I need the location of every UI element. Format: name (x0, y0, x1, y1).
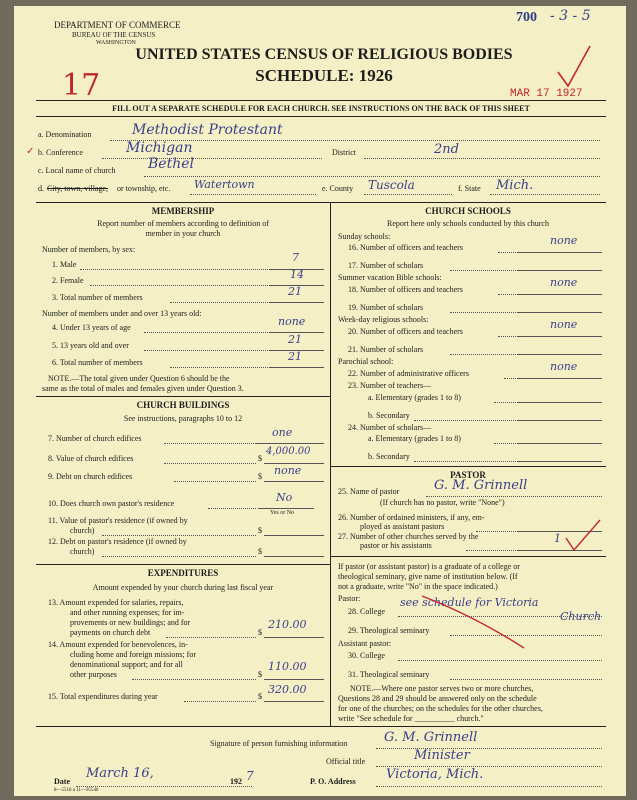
q12-label-a: 12. Debt on pastor's residence (if owned by (48, 537, 187, 546)
q21-label: 21. Number of scholars (348, 345, 424, 354)
red-page-mark: 17 (62, 68, 101, 103)
conference-value: Michigan (126, 140, 193, 156)
q13-line-3: provements or new buildings; and for (70, 618, 191, 627)
expenditures-sub: Amount expended by your church during last fiscal year (92, 583, 274, 592)
pastor-note-2: Questions 28 and 29 should be answered only on the schedule (338, 694, 537, 703)
grad-instruction-1: If pastor (or assistant pastor) is a graduate of a college or (338, 562, 520, 571)
q14-line-1: 14. Amount expended for benevolences, in- (48, 640, 188, 649)
state-value: Mich. (496, 178, 534, 193)
district-value: 2nd (434, 142, 459, 157)
q28-value-continued: Church (560, 610, 602, 623)
q14-line-4: other purposes (70, 670, 117, 679)
q8-dollar: $ (258, 454, 262, 463)
q25-value: G. M. Grinnell (434, 478, 528, 493)
q11-label-b: church) (70, 526, 95, 535)
local-name-value: Bethel (148, 156, 194, 172)
po-address-label: P. O. Address (310, 777, 356, 786)
q19-label: 19. Number of scholars (348, 303, 424, 312)
q14-line-2: cluding home and foreign missions; for (70, 650, 196, 659)
township-value: Watertown (194, 178, 255, 191)
official-title-label: Official title (326, 757, 366, 766)
q26-label-a: 26. Number of ordained ministers, if any, em- (338, 513, 485, 522)
age-label: Number of members under and over 13 years old: (42, 309, 202, 318)
instruction-line: FILL OUT A SEPARATE SCHEDULE FOR EACH CHURCH. SEE INSTRUCTIONS ON THE BACK OF THIS SHEET (112, 104, 530, 113)
dept-label: DEPARTMENT OF COMMERCE (54, 20, 181, 30)
summer-label: Summer vacation Bible schools: (338, 273, 442, 282)
signature-label: Signature of person furnishing information (210, 739, 348, 748)
schools-sub: Report here only schools conducted by this church (387, 219, 549, 228)
q14-dollar: $ (258, 670, 262, 679)
weekday-label: Week-day religious schools: (338, 315, 429, 324)
membership-note-2: same as the total of males and females given under Question 3. (42, 384, 244, 393)
q9-label: 9. Debt on church edifices (48, 472, 133, 481)
county-label: e. County (322, 184, 354, 193)
pastor-note-3: for one of the churches; on the schedules for the other churches, (338, 704, 543, 713)
q7-label: 7. Number of church edifices (48, 434, 142, 443)
q25-label: 25. Name of pastor (338, 487, 400, 496)
q29-label: 29. Theological seminary (348, 626, 430, 635)
expenditures-heading: EXPENDITURES (147, 568, 219, 578)
q27-value: 1 (554, 532, 561, 545)
form-title: UNITED STATES CENSUS OF RELIGIOUS BODIES (135, 46, 513, 63)
pastor-note-1: NOTE.—Where one pastor serves two or more churches, (350, 684, 534, 693)
date-value: March 16, (86, 766, 154, 781)
q3-value: 21 (288, 285, 302, 298)
schedule-number: 700 (516, 10, 537, 25)
column-divider-lower (330, 684, 331, 726)
signature-value: G. M. Grinnell (384, 730, 478, 745)
q10-value: No (276, 491, 293, 504)
census-schedule (14, 6, 626, 796)
q2-value: 14 (290, 268, 304, 281)
membership-note-1: NOTE.—The total given under Question 6 should be the (48, 374, 230, 383)
q14-line-3: denominational support; and for all (70, 660, 183, 669)
q20-label: 20. Number of officers and teachers (348, 327, 463, 336)
q12-label-b: church) (70, 547, 95, 556)
pastor-subheading: Pastor: (338, 594, 361, 603)
q24a-label: a. Elementary (grades 1 to 8) (368, 434, 461, 443)
received-stamp: MAR 17 1927 (510, 88, 583, 100)
q18-value: none (550, 276, 578, 289)
schedule-number-suffix: - 3 - 5 (550, 8, 591, 24)
q1-value: 7 (292, 251, 299, 264)
q5-value: 21 (288, 333, 302, 346)
q22-value: none (550, 360, 578, 373)
buildings-heading: CHURCH BUILDINGS (136, 400, 230, 410)
q1-label: 1. Male (52, 260, 77, 269)
q27-label-a: 27. Number of other churches served by the (338, 532, 479, 541)
q23b-label: b. Secondary (368, 411, 410, 420)
q10-label: 10. Does church own pastor's residence (48, 499, 175, 508)
schools-heading: CHURCH SCHOOLS (425, 206, 511, 216)
district-label: District (332, 148, 356, 157)
bureau-label: BUREAU OF THE CENSUS (72, 31, 156, 39)
red-check-icon (554, 44, 594, 90)
q16-value: none (550, 234, 578, 247)
township-label: or township, etc. (117, 184, 171, 193)
q18-label: 18. Number of officers and teachers (348, 285, 463, 294)
denomination-value: Methodist Protestant (132, 122, 283, 138)
q26-label-b: ployed as assistant pastors (360, 522, 445, 531)
q25-note: (If church has no pastor, write "None") (380, 498, 505, 507)
q13-dollar: $ (258, 628, 262, 637)
q17-label: 17. Number of scholars (348, 261, 424, 270)
q2-label: 2. Female (52, 276, 84, 285)
q15-dollar: $ (258, 692, 262, 701)
q16-label: 16. Number of officers and teachers (348, 243, 463, 252)
city-label-struck: City, town, village, (47, 184, 109, 193)
conference-label: b. Conference (38, 148, 83, 157)
q6-label: 6. Total number of members (52, 358, 143, 367)
q20-value: none (550, 318, 578, 331)
q15-value: 320.00 (268, 683, 307, 696)
q8-label: 8. Value of church edifices (48, 454, 134, 463)
form-number: 8—5518 a 11—9554b (54, 788, 99, 793)
official-title-value: Minister (414, 748, 470, 763)
year-prefix: 192 (230, 777, 242, 786)
q23a-label: a. Elementary (grades 1 to 8) (368, 393, 461, 402)
yes-or-no-hint: Yes or No (270, 510, 295, 516)
date-label: Date (54, 777, 70, 786)
q24-label: 24. Number of scholars— (348, 423, 432, 432)
q30-label: 30. College (348, 651, 385, 660)
q13-line-1: 13. Amount expended for salaries, repairs, (48, 598, 184, 607)
q28-value: see schedule for Victoria (400, 596, 539, 609)
column-divider (330, 202, 331, 684)
q31-label: 31. Theological seminary (348, 670, 430, 679)
city-label: WASHINGTON (96, 40, 136, 46)
po-address-value: Victoria, Mich. (386, 767, 484, 782)
q5-label: 5. 13 years old and over (52, 341, 129, 350)
county-value: Tuscola (368, 178, 415, 192)
grad-instruction-2: theological seminary, give name of institution below. (If (338, 572, 518, 581)
buildings-sub: See instructions, paragraphs 10 to 12 (123, 414, 243, 423)
membership-heading: MEMBERSHIP (151, 206, 215, 216)
membership-sub2: member in your church (145, 229, 221, 238)
state-label: f. State (458, 184, 481, 193)
q9-dollar: $ (258, 472, 262, 481)
q4-value: none (278, 315, 306, 328)
form-subtitle: SCHEDULE: 1926 (255, 66, 393, 85)
q9-value: none (274, 464, 302, 477)
q11-dollar: $ (258, 526, 262, 535)
year-value: 7 (246, 769, 254, 783)
red-check-icon-2 (564, 518, 604, 554)
q8-value: 4,000.00 (266, 446, 311, 457)
q11-label-a: 11. Value of pastor's residence (if owned by (48, 516, 188, 525)
by-sex-label: Number of members, by sex: (42, 245, 136, 254)
q13-value: 210.00 (268, 618, 307, 631)
q13-line-2: and other running expenses; for im- (70, 608, 185, 617)
pastor-note-4: write "See schedule for __________ church." (338, 714, 484, 723)
q7-value: one (272, 426, 293, 439)
q23-label: 23. Number of teachers— (348, 381, 432, 390)
assistant-subheading: Assistant pastor: (338, 639, 392, 648)
q6-value: 21 (288, 350, 302, 363)
q28-label: 28. College (348, 607, 385, 616)
denomination-label: a. Denomination (38, 130, 92, 139)
pastor-heading: PASTOR (450, 470, 486, 480)
q14-value: 110.00 (268, 660, 307, 673)
q3-label: 3. Total number of members (52, 293, 143, 302)
q15-label: 15. Total expenditures during year (48, 692, 158, 701)
sunday-label: Sunday schools: (338, 232, 391, 241)
grad-instruction-3: not a graduate, write "No" in the space indicated.) (338, 582, 498, 591)
q27-label-b: pastor or his assistants (360, 541, 432, 550)
local-name-label: c. Local name of church (38, 166, 116, 175)
red-strike-line (414, 586, 614, 666)
membership-sub1: Report number of members according to definition of (97, 219, 269, 228)
red-tick-icon: ✓ (26, 146, 35, 157)
q13-line-4: payments on church debt (70, 628, 151, 637)
parochial-label: Parochial school: (338, 357, 394, 366)
d-prefix: d. (38, 184, 44, 193)
q4-label: 4. Under 13 years of age (52, 323, 131, 332)
q12-dollar: $ (258, 547, 262, 556)
q22-label: 22. Number of administrative officers (348, 369, 469, 378)
q24b-label: b. Secondary (368, 452, 410, 461)
